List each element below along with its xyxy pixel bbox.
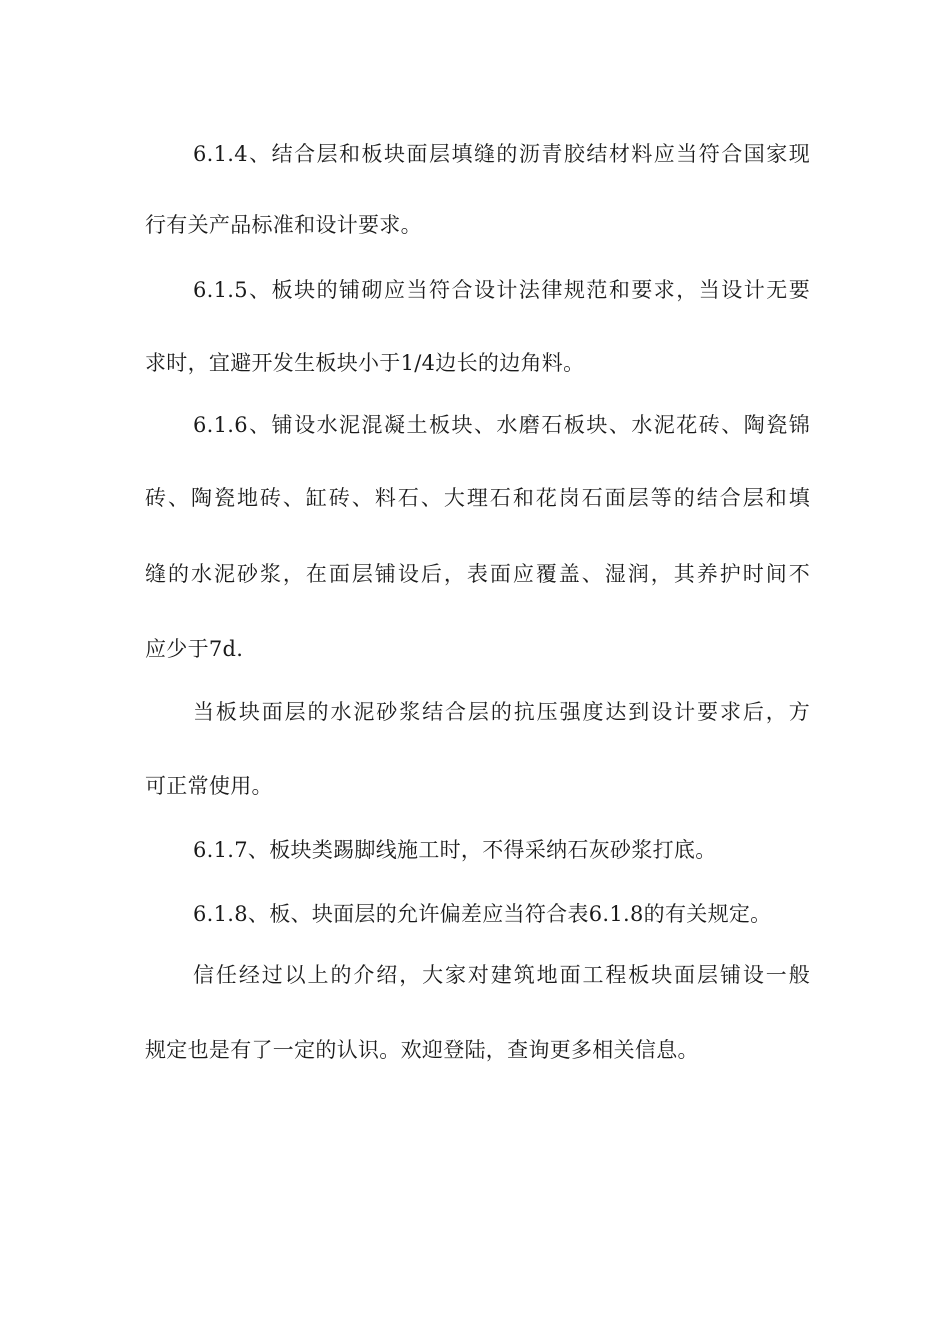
text-line: 砖、陶瓷地砖、缸砖、料石、大理石和花岗石面层等的结合层和填: [145, 486, 810, 510]
text-line: 6.1.5、板块的铺砌应当符合设计法律规范和要求，当设计无要: [193, 278, 810, 302]
text-line: 应少于7d.: [145, 637, 244, 661]
text-line: 缝的水泥砂浆，在面层铺设后，表面应覆盖、湿润，其养护时间不: [145, 562, 810, 586]
text-line: 6.1.4、结合层和板块面层填缝的沥青胶结材料应当符合国家现: [193, 142, 810, 166]
text-line: 可正常使用。: [145, 774, 273, 798]
text-line: 6.1.7、板块类踢脚线施工时，不得采纳石灰砂浆打底。: [193, 838, 717, 862]
text-line: 行有关产品标准和设计要求。: [145, 213, 422, 237]
text-line: 6.1.6、铺设水泥混凝土板块、水磨石板块、水泥花砖、陶瓷锦: [193, 413, 810, 437]
text-line: 信任经过以上的介绍，大家对建筑地面工程板块面层铺设一般: [193, 963, 810, 987]
text-line: 当板块面层的水泥砂浆结合层的抗压强度达到设计要求后，方: [193, 700, 810, 724]
text-line: 求时，宜避开发生板块小于1/4边长的边角料。: [145, 351, 585, 375]
text-line: 6.1.8、板、块面层的允许偏差应当符合表6.1.8的有关规定。: [193, 902, 772, 926]
text-line: 规定也是有了一定的认识。欢迎登陆，查询更多相关信息。: [145, 1038, 699, 1062]
